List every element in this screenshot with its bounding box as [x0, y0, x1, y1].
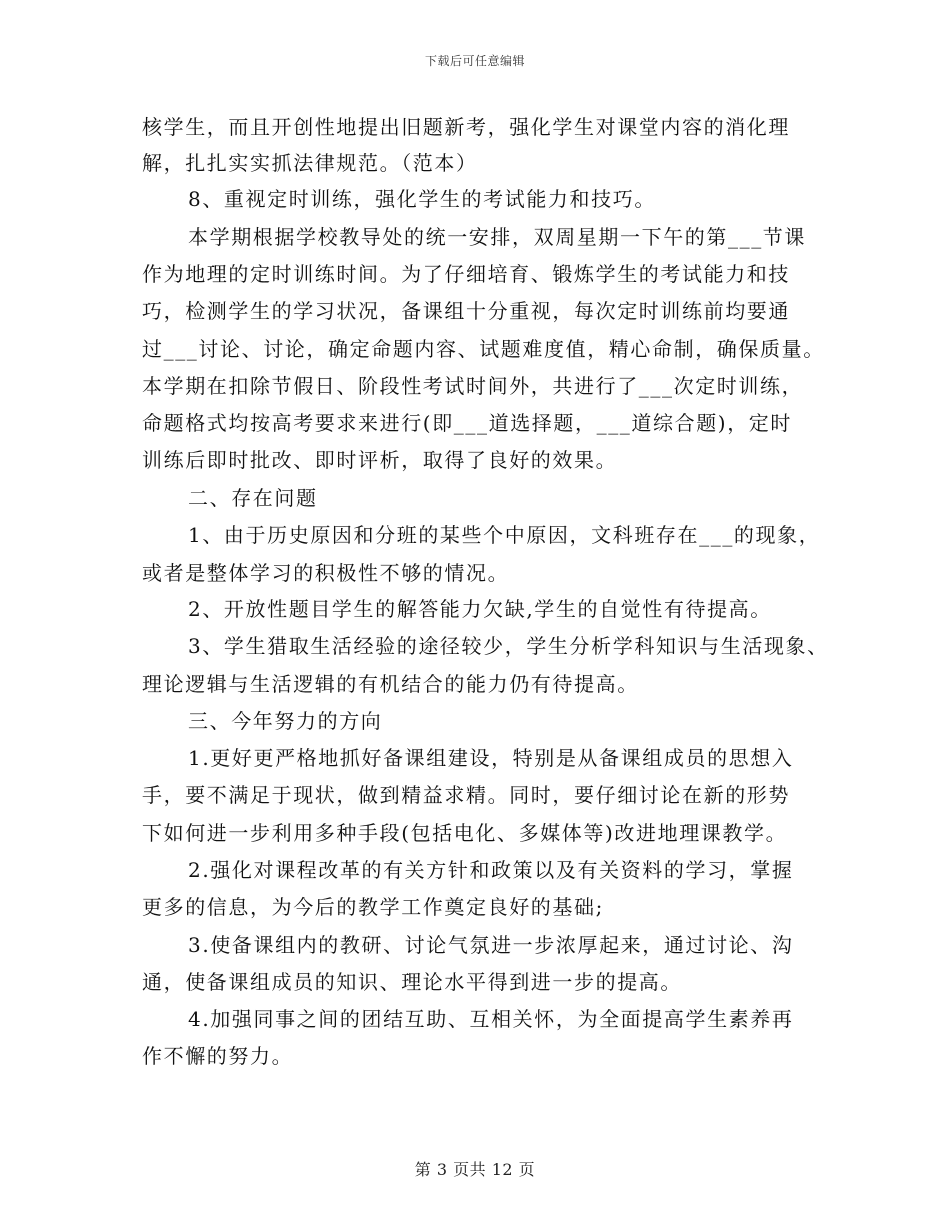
body-line-8: 本学期在扣除节假日、阶段性考试时间外，共进行了___次定时训练，: [142, 374, 804, 398]
section-heading-direction: 三、今年努力的方向: [188, 709, 383, 733]
body-line-2: 解，扎扎实实抓法律规范。（范本）: [142, 151, 478, 175]
body-line-4: 本学期根据学校教导处的统一安排，双周星期一下午的第___节课: [188, 225, 806, 249]
section-heading-problems: 二、存在问题: [188, 486, 318, 510]
body-line-20: 下如何进一步利用多种手段(包括电化、多媒体等)改进地理课教学。: [142, 821, 788, 845]
body-line-14: 2、开放性题目学生的解答能力欠缺,学生的自觉性有待提高。: [188, 597, 772, 621]
body-line-22: 更多的信息，为今后的教学工作奠定良好的基础;: [142, 895, 604, 919]
body-line-9: 命题格式均按高考要求来进行(即___道选择题，___道综合题)，定时: [142, 411, 793, 435]
page-header: 下载后可任意编辑: [424, 54, 525, 68]
body-line-26: 作不懈的努力。: [142, 1044, 294, 1068]
body-line-18: 1.更好更严格地抓好备课组建设，特别是从备课组成员的思想入: [188, 746, 794, 770]
body-line-16: 理论逻辑与生活逻辑的有机结合的能力仍有待提高。: [142, 672, 639, 696]
body-line-10: 训练后即时批改、即时评析，取得了良好的效果。: [142, 448, 618, 472]
body-line-21: 2.强化对课程改革的有关方针和政策以及有关资料的学习，掌握: [188, 858, 794, 882]
body-line-19: 手，要不满足于现状，做到精益求精。同时，要仔细讨论在新的形势: [142, 783, 790, 807]
body-line-6: 巧，检测学生的学习状况，备课组十分重视，每次定时训练前均要通: [142, 299, 790, 323]
body-line-3: 8、重视定时训练，强化学生的考试能力和技巧。: [188, 187, 656, 211]
body-line-24: 通，使备课组成员的知识、理论水平得到进一步的提高。: [142, 970, 682, 994]
body-line-7: 过___讨论、讨论，确定命题内容、试题难度值，精心命制，确保质量。: [142, 337, 825, 361]
page-footer: 第 3 页共 12 页: [414, 1160, 536, 1179]
body-line-23: 3.使备课组内的教研、讨论气氛进一步浓厚起来，通过讨论、沟: [188, 933, 794, 957]
body-line-1: 核学生，而且开创性地提出旧题新考，强化学生对课堂内容的消化理: [142, 115, 790, 139]
body-line-13: 或者是整体学习的积极性不够的情况。: [142, 561, 510, 585]
body-line-12: 1、由于历史原因和分班的某些个中原因，文科班存在___的现象，: [188, 523, 821, 547]
body-line-5: 作为地理的定时训练时间。为了仔细培育、锻炼学生的考试能力和技: [142, 262, 790, 286]
body-line-15: 3、学生猎取生活经验的途径较少，学生分析学科知识与生活现象、: [188, 634, 829, 658]
body-line-25: 4.加强同事之间的团结互助、互相关怀，为全面提高学生素养再: [188, 1007, 794, 1031]
